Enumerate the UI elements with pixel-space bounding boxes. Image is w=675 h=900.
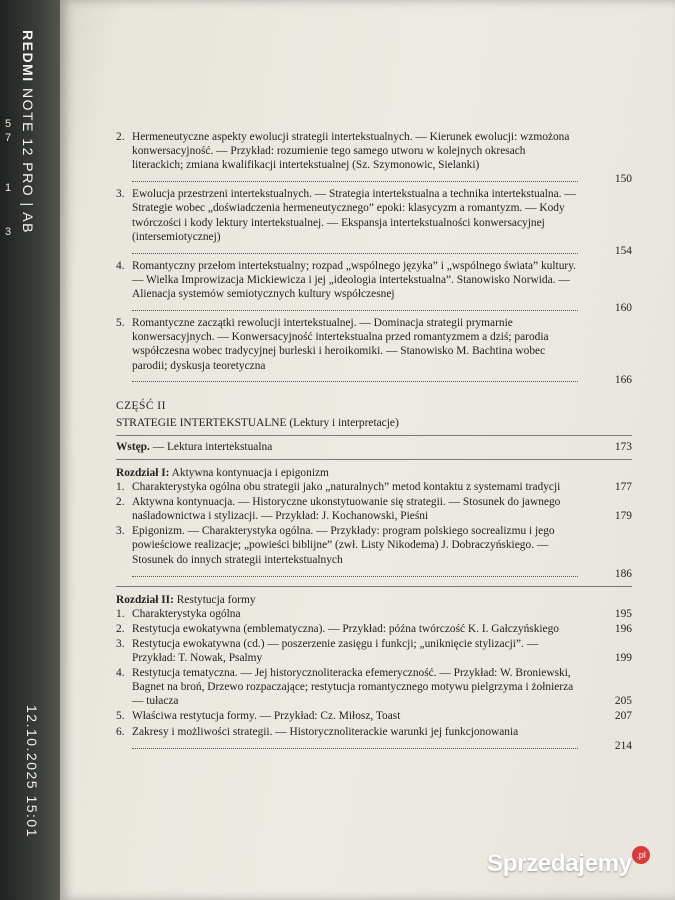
toc-entry <box>116 607 632 621</box>
entry-number: 2. <box>116 622 125 635</box>
spine-mark: 7 <box>5 132 12 144</box>
entry-text: Hermeneutyczne aspekty ewolucji strategii intertekstualnych. — Kierunek ewolucji: wzmożona konwersacyjność. — Przykład: rozumienie tego samego utworu w kolejnych okresach literackich; zmiana kwalifikacji intertekstualnej (Sz. Szymonowic, Sielanki) <box>132 131 570 172</box>
toc-entry <box>116 259 632 315</box>
toc-entry <box>116 316 632 386</box>
entry-text: Aktywna kontynuacja. — Historyczne ukonstytuowanie się strategii. — Stosunek do jawnego naśladownictwa i stylizacji. — Przykład: J. Kochanowski, Pieśni <box>132 496 561 523</box>
intro-entry <box>116 440 632 454</box>
entry-text: Romantyczny przełom intertekstualny; rozpad „wspólnego języka” i „wspólnego świata” kultury. — Wielka Improwizacja Mickiewicza i jej „ideologia intertekstualna”. Stanowisko Norwida. — Alienacja systemów semiotycznych kultury współczesnej <box>132 259 576 301</box>
entry-text: Ewolucja przestrzeni intertekstualnych. — Strategia intertekstualna a technika intertekstualna. — Strategie wobec „doświadczenia hermeneutycznego” epoki: klasycyzm a romantyzm. — Kody twórczości i kody lektury intertekstualnej. — Ekspansja intertekstualności konwersacyjnej (intersemiotycznej) <box>132 188 576 243</box>
toc-entry <box>116 524 632 580</box>
entry-page: 205 <box>614 695 632 708</box>
chapter-heading <box>116 466 632 480</box>
entry-number: 2. <box>116 131 125 143</box>
part-title <box>116 416 632 430</box>
chapter-title: Aktywna kontynuacja i epigonizm <box>169 466 329 479</box>
table-of-contents <box>116 130 632 754</box>
device-model: NOTE 12 PRO | AB <box>20 88 36 234</box>
entry-page: 166 <box>614 373 632 386</box>
entry-number: 2. <box>116 496 125 509</box>
chapter-heading <box>116 593 632 607</box>
chapter-title: Restytucja formy <box>173 593 256 606</box>
dot-leader <box>132 177 578 182</box>
dot-leader <box>132 377 578 382</box>
entry-number: 5. <box>116 710 125 723</box>
entry-number: 1. <box>116 607 125 620</box>
dot-leader <box>132 744 578 749</box>
part-title-main: STRATEGIE INTERTEKSTUALNE <box>116 416 287 429</box>
entry-page: 179 <box>614 510 632 523</box>
device-brand: REDMI <box>20 30 36 83</box>
toc-entry <box>116 725 632 753</box>
entry-page: 177 <box>614 481 632 494</box>
site-logo: Sprzedajemy <box>487 850 632 877</box>
intro-text: — Lektura intertekstualna <box>149 440 273 453</box>
toc-entry <box>116 666 632 708</box>
book-page <box>60 0 675 900</box>
entry-number: 3. <box>116 638 125 650</box>
site-logo-badge: .pl <box>632 846 650 864</box>
entry-number: 3. <box>116 525 125 538</box>
part-title-sub: (Lektury i interpretacje) <box>289 416 399 429</box>
toc-entry <box>116 187 632 257</box>
photo-datetime: 12.10.2025 15:01 <box>24 705 40 838</box>
entry-text: Restytucja ewokatywna (cd.) — poszerzenie zasięgu i funkcji; „uniknięcie stylizacji”. — Przykład: T. Nowak, Psalmy <box>132 638 539 665</box>
entry-page: 173 <box>614 440 632 453</box>
spine-mark: 5 <box>5 118 12 130</box>
entry-page: 214 <box>614 739 632 752</box>
entry-number: 1. <box>116 481 125 494</box>
entry-page: 207 <box>614 710 632 723</box>
entry-page: 195 <box>614 607 632 620</box>
entry-text: Właściwa restytucja formy. — Przykład: Cz. Miłosz, Toast <box>132 710 401 723</box>
device-watermark <box>20 30 36 234</box>
spine-mark: 1 <box>5 182 12 194</box>
toc-entry <box>116 622 632 636</box>
chapter-label: Rozdział II: <box>116 593 174 606</box>
entry-page: 150 <box>614 173 632 186</box>
spine-mark: 3 <box>5 226 12 238</box>
toc-entry <box>116 130 632 186</box>
part-heading <box>116 399 632 430</box>
entry-text: Epigonizm. — Charakterystyka ogólna. — Przykłady: program polskiego socrealizmu i jego powieściowe realizacje; „powieści biblijne” (zwł. Listy Nikodema) J. Dobraczyńskiego. — Stosunek do innych strategii intertekstualnych <box>132 525 555 566</box>
entry-text: Charakterystyka ogólna <box>132 607 241 620</box>
entry-page: 196 <box>614 622 632 635</box>
part-label: CZĘŚĆ II <box>116 399 166 412</box>
dot-leader <box>132 306 578 311</box>
toc-entry <box>116 480 632 494</box>
entry-page: 160 <box>614 302 632 315</box>
toc-entry <box>116 495 632 523</box>
entry-text: Charakterystyka ogólna obu strategii jako „naturalnych” metod kontaktu z systemami tradycji <box>132 481 561 494</box>
entry-page: 154 <box>614 244 632 257</box>
entry-number: 6. <box>116 725 125 738</box>
entry-text: Restytucja tematyczna. — Jej historycznoliteracka efemeryczność. — Przykład: W. Broniewski, Bagnet na broń, Drzewo rozpaczające; restytucja romantycznego motywu pielgrzyma i żołnierza — tułacza <box>132 667 574 708</box>
divider <box>116 459 632 460</box>
entry-page: 186 <box>614 567 632 580</box>
entry-text: Romantyczne zaczątki rewolucji intertekstualnej. — Dominacja strategii prymarnie konwersacyjnych. — Konwersacyjność intertekstualna przed romantyzmem a dziś; parodia współczesna wobec tradycyjnej burleski i heroikomiki. — Stanowisko M. Bachtina wobec parodii; dyskusja teoretyczna <box>132 317 549 372</box>
entry-number: 5. <box>116 317 125 330</box>
toc-entry <box>116 709 632 723</box>
divider <box>116 586 632 587</box>
entry-number: 4. <box>116 667 125 680</box>
intro-label: Wstęp. <box>116 440 150 453</box>
chapter-label: Rozdział I: <box>116 466 170 479</box>
dot-leader <box>132 572 578 577</box>
entry-number: 3. <box>116 188 125 201</box>
entry-text: Zakresy i możliwości strategii. — Historycznoliterackie warunki jej funkcjonowania <box>132 725 519 738</box>
dot-leader <box>132 249 578 254</box>
toc-entry <box>116 637 632 665</box>
entry-page: 199 <box>614 652 632 665</box>
entry-number: 4. <box>116 259 125 272</box>
divider <box>116 435 632 436</box>
entry-text: Restytucja ewokatywna (emblematyczna). — Przykład: późna twórczość K. I. Gałczyńskiego <box>132 622 559 635</box>
